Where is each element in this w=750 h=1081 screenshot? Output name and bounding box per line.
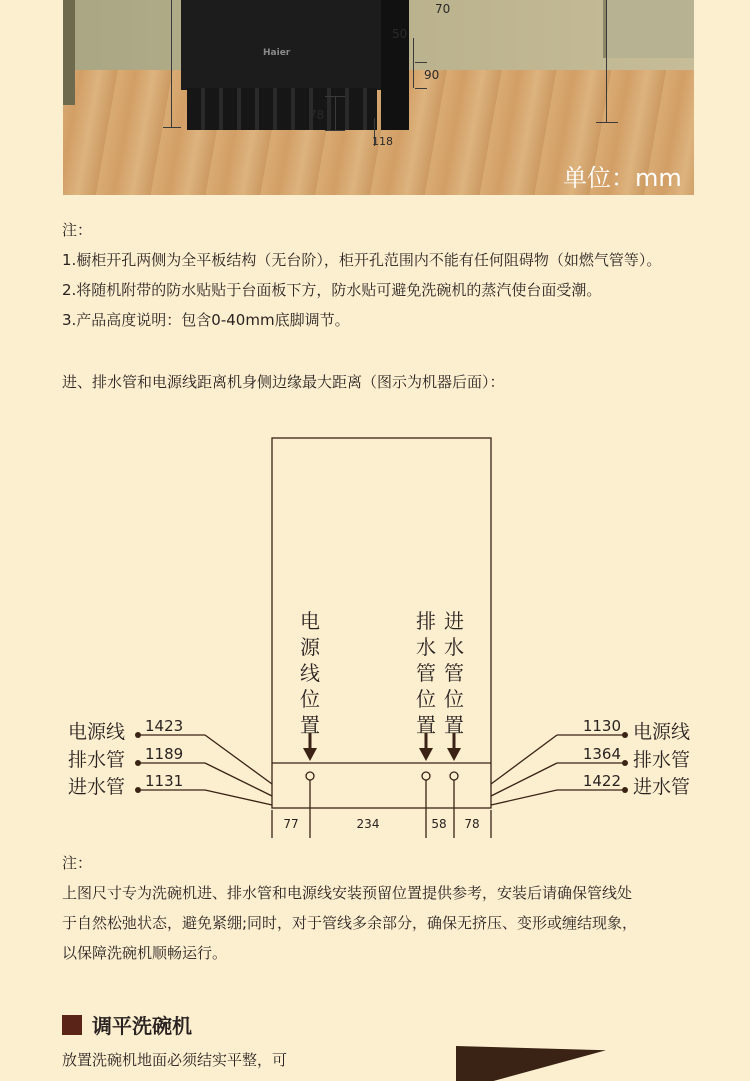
right-label-drain: 排水管 — [633, 749, 691, 771]
dim-70: 70 — [435, 2, 451, 16]
vlabel-power-1: 源 — [300, 635, 320, 659]
power-port-circle — [306, 772, 314, 780]
unit-label: 单位：mm — [563, 164, 682, 192]
vlabel-power-0: 电 — [300, 609, 320, 633]
left-value-inlet: 1131 — [145, 772, 184, 790]
vlabel-power-2: 线 — [300, 661, 320, 685]
right-value-drain: 1364 — [582, 745, 621, 763]
vlabel-drain-1: 水 — [416, 635, 436, 659]
right-value-inlet: 1422 — [582, 772, 621, 790]
right-value-power: 1130 — [582, 717, 621, 735]
vlabel-inlet-3: 位 — [444, 687, 464, 711]
section-square-icon — [62, 1015, 82, 1035]
notes2-line-2: 于自然松弛状态，避免紧绷;同时，对于管线多余部分，确保无挤压、变形或缠结现象， — [62, 914, 638, 932]
inlet-port-circle — [450, 772, 458, 780]
dishwasher-side — [381, 0, 409, 130]
left-value-drain: 1189 — [145, 745, 184, 763]
section-heading — [62, 1010, 192, 1039]
notes2-line-1: 上图尺寸专为洗碗机进、排水管和电源线安装预留位置提供参考，安装后请确保管线处 — [62, 884, 633, 902]
left-label-inlet: 进水管 — [68, 776, 126, 798]
photo-cabinet-right — [603, 0, 694, 58]
left-label-power: 电源线 — [68, 721, 126, 743]
section-body-text: 放置洗碗机地面必须结实平整，可 — [62, 1051, 288, 1069]
note-item-3: 3.产品高度说明：包含0-40mm底脚调节。 — [62, 311, 350, 329]
note-item-1: 1.橱柜开孔两侧为全平板结构（无台阶），柜开孔范围内不能有任何阻碍物（如燃气管等）。 — [62, 251, 662, 269]
right-label-power: 电源线 — [633, 721, 691, 743]
dim-90: 90 — [424, 68, 440, 82]
bottom-dim-58: 58 — [431, 817, 447, 831]
vlabel-drain-0: 排 — [416, 609, 436, 633]
notes2-line-3: 以保障洗碗机顺畅运行。 — [62, 944, 228, 962]
photo-cabinet-left — [63, 0, 75, 105]
vlabel-drain-3: 位 — [416, 687, 436, 711]
vlabel-drain-2: 管 — [416, 661, 436, 685]
notes-block-1 — [62, 215, 661, 335]
notes-title: 注： — [62, 221, 93, 239]
dim-118: 118 — [372, 135, 393, 148]
bottom-dim-78: 78 — [464, 817, 480, 831]
left-label-drain: 排水管 — [68, 749, 126, 771]
section-title-text: 调平洗碗机 — [92, 1014, 192, 1038]
vlabel-power-4: 置 — [300, 713, 320, 737]
diagram-heading: 进、排水管和电源线距离机身侧边缘最大距离（图示为机器后面）： — [62, 373, 505, 391]
right-label-inlet: 进水管 — [633, 776, 691, 798]
vlabel-power-3: 位 — [300, 687, 320, 711]
notes-block-2 — [62, 848, 637, 968]
product-photo — [63, 0, 694, 195]
notes2-title: 注： — [62, 854, 93, 872]
vlabel-inlet-0: 进 — [444, 609, 464, 633]
brand-logo: Haier — [263, 48, 291, 58]
dim-50: 50 — [392, 27, 408, 41]
connection-diagram — [0, 420, 750, 840]
dim-78: 78 — [309, 108, 325, 122]
note-item-2: 2.将随机附带的防水贴贴于台面板下方，防水贴可避免洗碗机的蒸汽使台面受潮。 — [62, 281, 602, 299]
vlabel-inlet-1: 水 — [444, 635, 464, 659]
dishwasher-body — [181, 0, 409, 90]
left-value-power: 1423 — [145, 717, 184, 735]
dishwasher-feet — [187, 88, 377, 130]
vlabel-inlet-4: 置 — [444, 713, 464, 737]
bottom-dim-77: 77 — [283, 817, 299, 831]
vlabel-inlet-2: 管 — [444, 661, 464, 685]
drain-port-circle — [422, 772, 430, 780]
vlabel-drain-4: 置 — [416, 713, 436, 737]
leveling-illustration — [456, 1046, 606, 1081]
bottom-dim-234: 234 — [356, 817, 380, 831]
